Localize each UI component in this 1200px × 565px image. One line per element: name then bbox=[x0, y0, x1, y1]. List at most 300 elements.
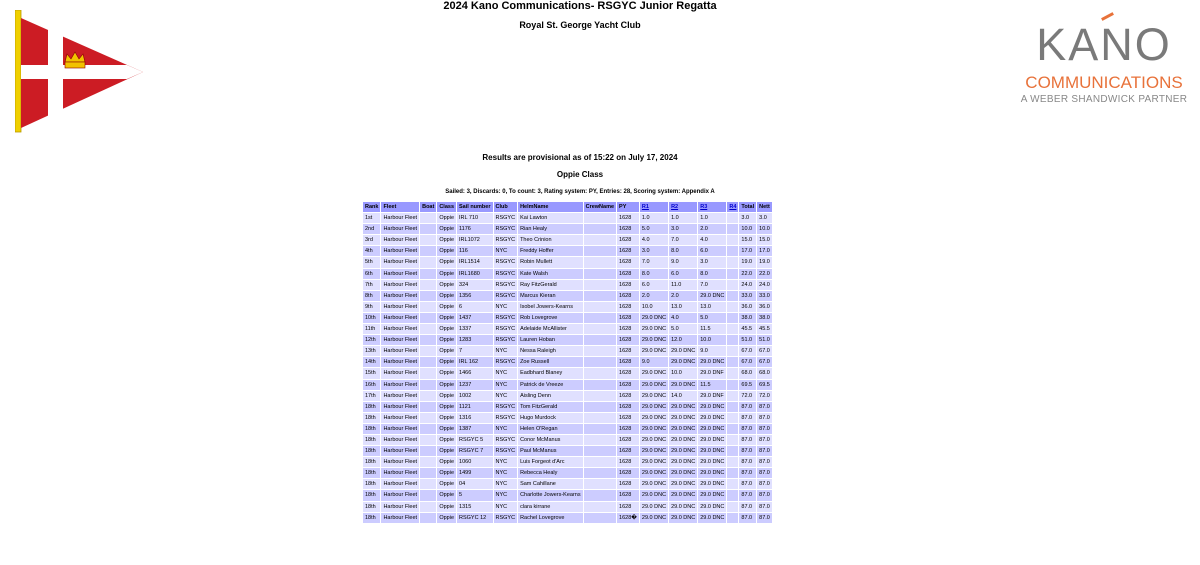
cell-class: Oppie bbox=[437, 413, 456, 423]
cell-helmname: Helen O'Regan bbox=[518, 424, 583, 434]
cell-py: 1628 bbox=[617, 468, 639, 478]
cell-r4 bbox=[727, 391, 738, 401]
cell-crewname bbox=[584, 457, 616, 467]
cell-class: Oppie bbox=[437, 257, 456, 267]
cell-r3: 29.0 DNC bbox=[698, 479, 726, 489]
cell-club: NYC bbox=[494, 479, 518, 489]
table-row bbox=[363, 479, 772, 489]
cell-rank: 6th bbox=[363, 269, 380, 279]
cell-club: RSGYC bbox=[494, 257, 518, 267]
cell-rank: 16th bbox=[363, 380, 380, 390]
cell-rank: 18th bbox=[363, 513, 380, 523]
cell-r4 bbox=[727, 402, 738, 412]
cell-class: Oppie bbox=[437, 324, 456, 334]
logo-word: KANO bbox=[1036, 19, 1172, 70]
cell-helmname: Adelaide McAllister bbox=[518, 324, 583, 334]
cell-nett: 10.0 bbox=[757, 224, 772, 234]
regatta-title: 2024 Kano Communications- RSGYC Junior Regatta bbox=[443, 0, 717, 12]
cell-boat bbox=[420, 280, 436, 290]
cell-r1: 29.0 DNC bbox=[640, 513, 668, 523]
cell-crewname bbox=[584, 402, 616, 412]
table-row bbox=[363, 490, 772, 500]
cell-r2: 1.0 bbox=[669, 213, 697, 223]
table-row bbox=[363, 413, 772, 423]
cell-py: 1628 bbox=[617, 246, 639, 256]
cell-helmname: Marcus Kieran bbox=[518, 291, 583, 301]
cell-club: RSGYC bbox=[494, 269, 518, 279]
cell-fleet: Harbour Fleet bbox=[381, 380, 419, 390]
cell-boat bbox=[420, 324, 436, 334]
cell-club: NYC bbox=[494, 490, 518, 500]
flag-cross-vertical-clip bbox=[48, 30, 63, 118]
cell-crewname bbox=[584, 213, 616, 223]
cell-nett: 15.0 bbox=[757, 235, 772, 245]
cell-rank: 2nd bbox=[363, 224, 380, 234]
cell-class: Oppie bbox=[437, 246, 456, 256]
race-link-r3[interactable]: R3 bbox=[700, 204, 708, 210]
series-summary: Sailed: 3, Discards: 0, To count: 3, Rating system: PY, Entries: 28, Scoring system: Appendix A bbox=[445, 189, 715, 195]
cell-rank: 9th bbox=[363, 302, 380, 312]
cell-crewname bbox=[584, 235, 616, 245]
cell-r3: 29.0 DNC bbox=[698, 357, 726, 367]
cell-r4 bbox=[727, 346, 738, 356]
column-header-fleet: Fleet bbox=[381, 202, 419, 212]
cell-r1: 29.0 DNC bbox=[640, 502, 668, 512]
table-row bbox=[363, 213, 772, 223]
cell-sail-number: 1387 bbox=[457, 424, 492, 434]
cell-py: 1628 bbox=[617, 346, 639, 356]
cell-sail-number: RSGYC 7 bbox=[457, 446, 492, 456]
cell-boat bbox=[420, 424, 436, 434]
cell-py: 1628 bbox=[617, 413, 639, 423]
cell-class: Oppie bbox=[437, 302, 456, 312]
cell-helmname: Sam Cahillane bbox=[518, 479, 583, 489]
cell-r1: 8.0 bbox=[640, 269, 668, 279]
cell-r1: 29.0 DNC bbox=[640, 435, 668, 445]
cell-boat bbox=[420, 402, 436, 412]
cell-fleet: Harbour Fleet bbox=[381, 424, 419, 434]
cell-fleet: Harbour Fleet bbox=[381, 413, 419, 423]
cell-r1: 10.0 bbox=[640, 302, 668, 312]
cell-club: RSGYC bbox=[494, 291, 518, 301]
table-row bbox=[363, 368, 772, 378]
column-header-class: Class bbox=[437, 202, 456, 212]
cell-sail-number: RSGYC 5 bbox=[457, 435, 492, 445]
cell-r1: 29.0 DNC bbox=[640, 402, 668, 412]
cell-rank: 17th bbox=[363, 391, 380, 401]
table-row bbox=[363, 402, 772, 412]
cell-r3: 11.5 bbox=[698, 380, 726, 390]
cell-r2: 9.0 bbox=[669, 257, 697, 267]
column-header-r4 bbox=[727, 202, 738, 212]
cell-club: NYC bbox=[494, 246, 518, 256]
cell-total: 67.0 bbox=[739, 346, 756, 356]
cell-class: Oppie bbox=[437, 335, 456, 345]
cell-r2: 7.0 bbox=[669, 235, 697, 245]
cell-r3: 29.0 DNC bbox=[698, 502, 726, 512]
race-link-r1[interactable]: R1 bbox=[641, 204, 649, 210]
table-row bbox=[363, 246, 772, 256]
cell-club: RSGYC bbox=[494, 324, 518, 334]
cell-rank: 14th bbox=[363, 357, 380, 367]
cell-crewname bbox=[584, 446, 616, 456]
cell-crewname bbox=[584, 291, 616, 301]
cell-r4 bbox=[727, 368, 738, 378]
cell-fleet: Harbour Fleet bbox=[381, 490, 419, 500]
cell-sail-number: 1466 bbox=[457, 368, 492, 378]
table-row bbox=[363, 280, 772, 290]
cell-boat bbox=[420, 291, 436, 301]
cell-r2: 13.0 bbox=[669, 302, 697, 312]
cell-boat bbox=[420, 269, 436, 279]
cell-club: NYC bbox=[494, 380, 518, 390]
cell-r3: 6.0 bbox=[698, 246, 726, 256]
cell-r3: 29.0 DNC bbox=[698, 468, 726, 478]
cell-club: NYC bbox=[494, 457, 518, 467]
cell-nett: 87.0 bbox=[757, 468, 772, 478]
club-burgee-flag-image bbox=[15, 10, 145, 135]
cell-crewname bbox=[584, 479, 616, 489]
cell-boat bbox=[420, 335, 436, 345]
cell-r3: 8.0 bbox=[698, 269, 726, 279]
table-row bbox=[363, 324, 772, 334]
cell-boat bbox=[420, 391, 436, 401]
cell-r3: 2.0 bbox=[698, 224, 726, 234]
column-header-r3 bbox=[698, 202, 726, 212]
cell-class: Oppie bbox=[437, 402, 456, 412]
cell-r4 bbox=[727, 413, 738, 423]
table-row bbox=[363, 257, 772, 267]
cell-nett: 33.0 bbox=[757, 291, 772, 301]
cell-crewname bbox=[584, 424, 616, 434]
results-table bbox=[362, 201, 773, 524]
cell-r2: 3.0 bbox=[669, 224, 697, 234]
cell-r1: 9.0 bbox=[640, 357, 668, 367]
cell-club: RSGYC bbox=[494, 446, 518, 456]
cell-club: RSGYC bbox=[494, 413, 518, 423]
cell-py: 1628 bbox=[617, 479, 639, 489]
cell-py: 1628 bbox=[617, 291, 639, 301]
cell-r4 bbox=[727, 380, 738, 390]
cell-sail-number: IRL1514 bbox=[457, 257, 492, 267]
cell-total: 67.0 bbox=[739, 357, 756, 367]
cell-r3: 29.0 DNC bbox=[698, 513, 726, 523]
cell-club: RSGYC bbox=[494, 513, 518, 523]
table-row bbox=[363, 446, 772, 456]
table-row bbox=[363, 380, 772, 390]
cell-club: RSGYC bbox=[494, 235, 518, 245]
cell-total: 87.0 bbox=[739, 479, 756, 489]
cell-class: Oppie bbox=[437, 291, 456, 301]
cell-fleet: Harbour Fleet bbox=[381, 457, 419, 467]
cell-rank: 18th bbox=[363, 457, 380, 467]
cell-r4 bbox=[727, 479, 738, 489]
cell-py: 1628 bbox=[617, 457, 639, 467]
cell-crewname bbox=[584, 313, 616, 323]
cell-fleet: Harbour Fleet bbox=[381, 269, 419, 279]
table-row bbox=[363, 457, 772, 467]
cell-r3: 29.0 DNC bbox=[698, 446, 726, 456]
cell-r4 bbox=[727, 291, 738, 301]
cell-py: 1628� bbox=[617, 513, 639, 523]
cell-class: Oppie bbox=[437, 380, 456, 390]
cell-crewname bbox=[584, 280, 616, 290]
table-row bbox=[363, 391, 772, 401]
cell-total: 24.0 bbox=[739, 280, 756, 290]
cell-py: 1628 bbox=[617, 424, 639, 434]
cell-r4 bbox=[727, 324, 738, 334]
column-header-crewname: CrewName bbox=[584, 202, 616, 212]
cell-rank: 1st bbox=[363, 213, 380, 223]
cell-boat bbox=[420, 224, 436, 234]
cell-r2: 29.0 DNC bbox=[669, 346, 697, 356]
cell-club: NYC bbox=[494, 424, 518, 434]
cell-sail-number: 1315 bbox=[457, 502, 492, 512]
cell-r3: 5.0 bbox=[698, 313, 726, 323]
cell-r4 bbox=[727, 313, 738, 323]
column-header-r1 bbox=[640, 202, 668, 212]
cell-boat bbox=[420, 213, 436, 223]
race-link-r4[interactable]: R4 bbox=[729, 204, 737, 210]
cell-club: RSGYC bbox=[494, 213, 518, 223]
cell-rank: 18th bbox=[363, 468, 380, 478]
table-row bbox=[363, 224, 772, 234]
cell-fleet: Harbour Fleet bbox=[381, 513, 419, 523]
cell-r1: 29.0 DNC bbox=[640, 424, 668, 434]
cell-r2: 29.0 DNC bbox=[669, 468, 697, 478]
flag-pole bbox=[15, 10, 21, 132]
cell-boat bbox=[420, 490, 436, 500]
cell-r3: 29.0 DNF bbox=[698, 368, 726, 378]
cell-r4 bbox=[727, 280, 738, 290]
cell-total: 36.0 bbox=[739, 302, 756, 312]
cell-py: 1628 bbox=[617, 380, 639, 390]
cell-class: Oppie bbox=[437, 490, 456, 500]
table-row bbox=[363, 235, 772, 245]
cell-sail-number: 1237 bbox=[457, 380, 492, 390]
class-heading: Oppie Class bbox=[556, 170, 604, 179]
cell-nett: 22.0 bbox=[757, 269, 772, 279]
cell-r2: 11.0 bbox=[669, 280, 697, 290]
cell-r3: 10.0 bbox=[698, 335, 726, 345]
cell-sail-number: 1356 bbox=[457, 291, 492, 301]
cell-py: 1628 bbox=[617, 269, 639, 279]
cell-club: RSGYC bbox=[494, 357, 518, 367]
cell-r4 bbox=[727, 435, 738, 445]
cell-r1: 1.0 bbox=[640, 213, 668, 223]
provisional-notice: Results are provisional as of 15:22 on July 17, 2024 bbox=[482, 153, 678, 162]
cell-rank: 11th bbox=[363, 324, 380, 334]
logo-wordmark bbox=[1018, 19, 1190, 70]
cell-club: NYC bbox=[494, 468, 518, 478]
cell-nett: 38.0 bbox=[757, 313, 772, 323]
cell-total: 15.0 bbox=[739, 235, 756, 245]
cell-crewname bbox=[584, 257, 616, 267]
cell-r3: 29.0 DNC bbox=[698, 402, 726, 412]
cell-crewname bbox=[584, 269, 616, 279]
cell-r2: 29.0 DNC bbox=[669, 380, 697, 390]
cell-rank: 10th bbox=[363, 313, 380, 323]
cell-boat bbox=[420, 502, 436, 512]
cell-boat bbox=[420, 446, 436, 456]
cell-crewname bbox=[584, 380, 616, 390]
cell-total: 87.0 bbox=[739, 435, 756, 445]
cell-boat bbox=[420, 513, 436, 523]
cell-total: 87.0 bbox=[739, 490, 756, 500]
cell-sail-number: RSGYC 12 bbox=[457, 513, 492, 523]
column-header-py: PY bbox=[617, 202, 639, 212]
cell-r3: 11.5 bbox=[698, 324, 726, 334]
cell-helmname: clara kirrane bbox=[518, 502, 583, 512]
cell-rank: 18th bbox=[363, 479, 380, 489]
cell-r4 bbox=[727, 468, 738, 478]
cell-rank: 18th bbox=[363, 424, 380, 434]
cell-fleet: Harbour Fleet bbox=[381, 346, 419, 356]
column-header-sail-number: Sail number bbox=[457, 202, 492, 212]
cell-class: Oppie bbox=[437, 269, 456, 279]
cell-helmname: Isobel Jowers-Kearns bbox=[518, 302, 583, 312]
cell-total: 45.5 bbox=[739, 324, 756, 334]
cell-r3: 29.0 DNC bbox=[698, 490, 726, 500]
cell-nett: 72.0 bbox=[757, 391, 772, 401]
cell-r1: 29.0 DNC bbox=[640, 380, 668, 390]
cell-py: 1628 bbox=[617, 313, 639, 323]
kano-communications-logo bbox=[1018, 19, 1190, 107]
cell-r1: 29.0 DNC bbox=[640, 335, 668, 345]
cell-class: Oppie bbox=[437, 513, 456, 523]
cell-r3: 3.0 bbox=[698, 257, 726, 267]
results-body bbox=[363, 213, 772, 523]
cell-r1: 29.0 DNC bbox=[640, 368, 668, 378]
cell-club: RSGYC bbox=[494, 224, 518, 234]
cell-r2: 29.0 DNC bbox=[669, 402, 697, 412]
cell-r2: 12.0 bbox=[669, 335, 697, 345]
cell-nett: 67.0 bbox=[757, 346, 772, 356]
cell-class: Oppie bbox=[437, 479, 456, 489]
cell-r2: 14.0 bbox=[669, 391, 697, 401]
cell-fleet: Harbour Fleet bbox=[381, 324, 419, 334]
cell-nett: 87.0 bbox=[757, 413, 772, 423]
cell-rank: 13th bbox=[363, 346, 380, 356]
cell-sail-number: 1002 bbox=[457, 391, 492, 401]
cell-sail-number: 1176 bbox=[457, 224, 492, 234]
cell-nett: 51.0 bbox=[757, 335, 772, 345]
cell-club: NYC bbox=[494, 368, 518, 378]
cell-helmname: Robin Mullett bbox=[518, 257, 583, 267]
cell-class: Oppie bbox=[437, 313, 456, 323]
cell-helmname: Hugo Murdock bbox=[518, 413, 583, 423]
cell-r2: 29.0 DNC bbox=[669, 413, 697, 423]
cell-class: Oppie bbox=[437, 457, 456, 467]
cell-club: RSGYC bbox=[494, 335, 518, 345]
table-row bbox=[363, 269, 772, 279]
cell-boat bbox=[420, 357, 436, 367]
cell-helmname: Aisling Denn bbox=[518, 391, 583, 401]
cell-boat bbox=[420, 302, 436, 312]
cell-nett: 87.0 bbox=[757, 435, 772, 445]
cell-r2: 29.0 DNC bbox=[669, 490, 697, 500]
cell-crewname bbox=[584, 335, 616, 345]
cell-crewname bbox=[584, 357, 616, 367]
cell-fleet: Harbour Fleet bbox=[381, 368, 419, 378]
table-row bbox=[363, 313, 772, 323]
cell-boat bbox=[420, 257, 436, 267]
cell-club: NYC bbox=[494, 346, 518, 356]
cell-helmname: Ray FitzGerald bbox=[518, 280, 583, 290]
cell-total: 22.0 bbox=[739, 269, 756, 279]
cell-total: 10.0 bbox=[739, 224, 756, 234]
cell-r2: 10.0 bbox=[669, 368, 697, 378]
cell-boat bbox=[420, 468, 436, 478]
cell-helmname: Paul McManus bbox=[518, 446, 583, 456]
cell-nett: 87.0 bbox=[757, 513, 772, 523]
cell-r3: 29.0 DNC bbox=[698, 291, 726, 301]
cell-fleet: Harbour Fleet bbox=[381, 357, 419, 367]
cell-club: RSGYC bbox=[494, 435, 518, 445]
logo-line-partner: A WEBER SHANDWICK PARTNER bbox=[1020, 94, 1188, 105]
cell-total: 87.0 bbox=[739, 468, 756, 478]
cell-fleet: Harbour Fleet bbox=[381, 302, 419, 312]
cell-r4 bbox=[727, 513, 738, 523]
cell-py: 1628 bbox=[617, 257, 639, 267]
race-link-r2[interactable]: R2 bbox=[671, 204, 679, 210]
cell-fleet: Harbour Fleet bbox=[381, 502, 419, 512]
cell-helmname: Theo Crinion bbox=[518, 235, 583, 245]
cell-nett: 87.0 bbox=[757, 402, 772, 412]
cell-r3: 29.0 DNF bbox=[698, 391, 726, 401]
cell-helmname: Rebecca Healy bbox=[518, 468, 583, 478]
cell-r2: 29.0 DNC bbox=[669, 357, 697, 367]
cell-crewname bbox=[584, 346, 616, 356]
column-header-total: Total bbox=[739, 202, 756, 212]
cell-boat bbox=[420, 457, 436, 467]
cell-boat bbox=[420, 479, 436, 489]
cell-py: 1628 bbox=[617, 324, 639, 334]
cell-crewname bbox=[584, 435, 616, 445]
cell-total: 17.0 bbox=[739, 246, 756, 256]
cell-helmname: Freddy Hoffer bbox=[518, 246, 583, 256]
cell-club: RSGYC bbox=[494, 313, 518, 323]
cell-rank: 18th bbox=[363, 490, 380, 500]
cell-r3: 9.0 bbox=[698, 346, 726, 356]
cell-crewname bbox=[584, 513, 616, 523]
cell-helmname: Patrick de Vreeze bbox=[518, 380, 583, 390]
cell-r1: 29.0 DNC bbox=[640, 457, 668, 467]
cell-rank: 18th bbox=[363, 413, 380, 423]
cell-r2: 29.0 DNC bbox=[669, 513, 697, 523]
cell-r1: 7.0 bbox=[640, 257, 668, 267]
cell-club: RSGYC bbox=[494, 402, 518, 412]
cell-helmname: Luis Forgeot d'Arc bbox=[518, 457, 583, 467]
cell-crewname bbox=[584, 391, 616, 401]
cell-sail-number: 1060 bbox=[457, 457, 492, 467]
cell-crewname bbox=[584, 468, 616, 478]
cell-crewname bbox=[584, 490, 616, 500]
cell-sail-number: 04 bbox=[457, 479, 492, 489]
cell-r2: 4.0 bbox=[669, 313, 697, 323]
cell-boat bbox=[420, 368, 436, 378]
cell-nett: 67.0 bbox=[757, 357, 772, 367]
cell-class: Oppie bbox=[437, 391, 456, 401]
cell-r1: 29.0 DNC bbox=[640, 479, 668, 489]
cell-r4 bbox=[727, 490, 738, 500]
cell-boat bbox=[420, 246, 436, 256]
cell-boat bbox=[420, 346, 436, 356]
cell-total: 87.0 bbox=[739, 457, 756, 467]
cell-nett: 3.0 bbox=[757, 213, 772, 223]
cell-sail-number: 1121 bbox=[457, 402, 492, 412]
cell-r2: 29.0 DNC bbox=[669, 457, 697, 467]
